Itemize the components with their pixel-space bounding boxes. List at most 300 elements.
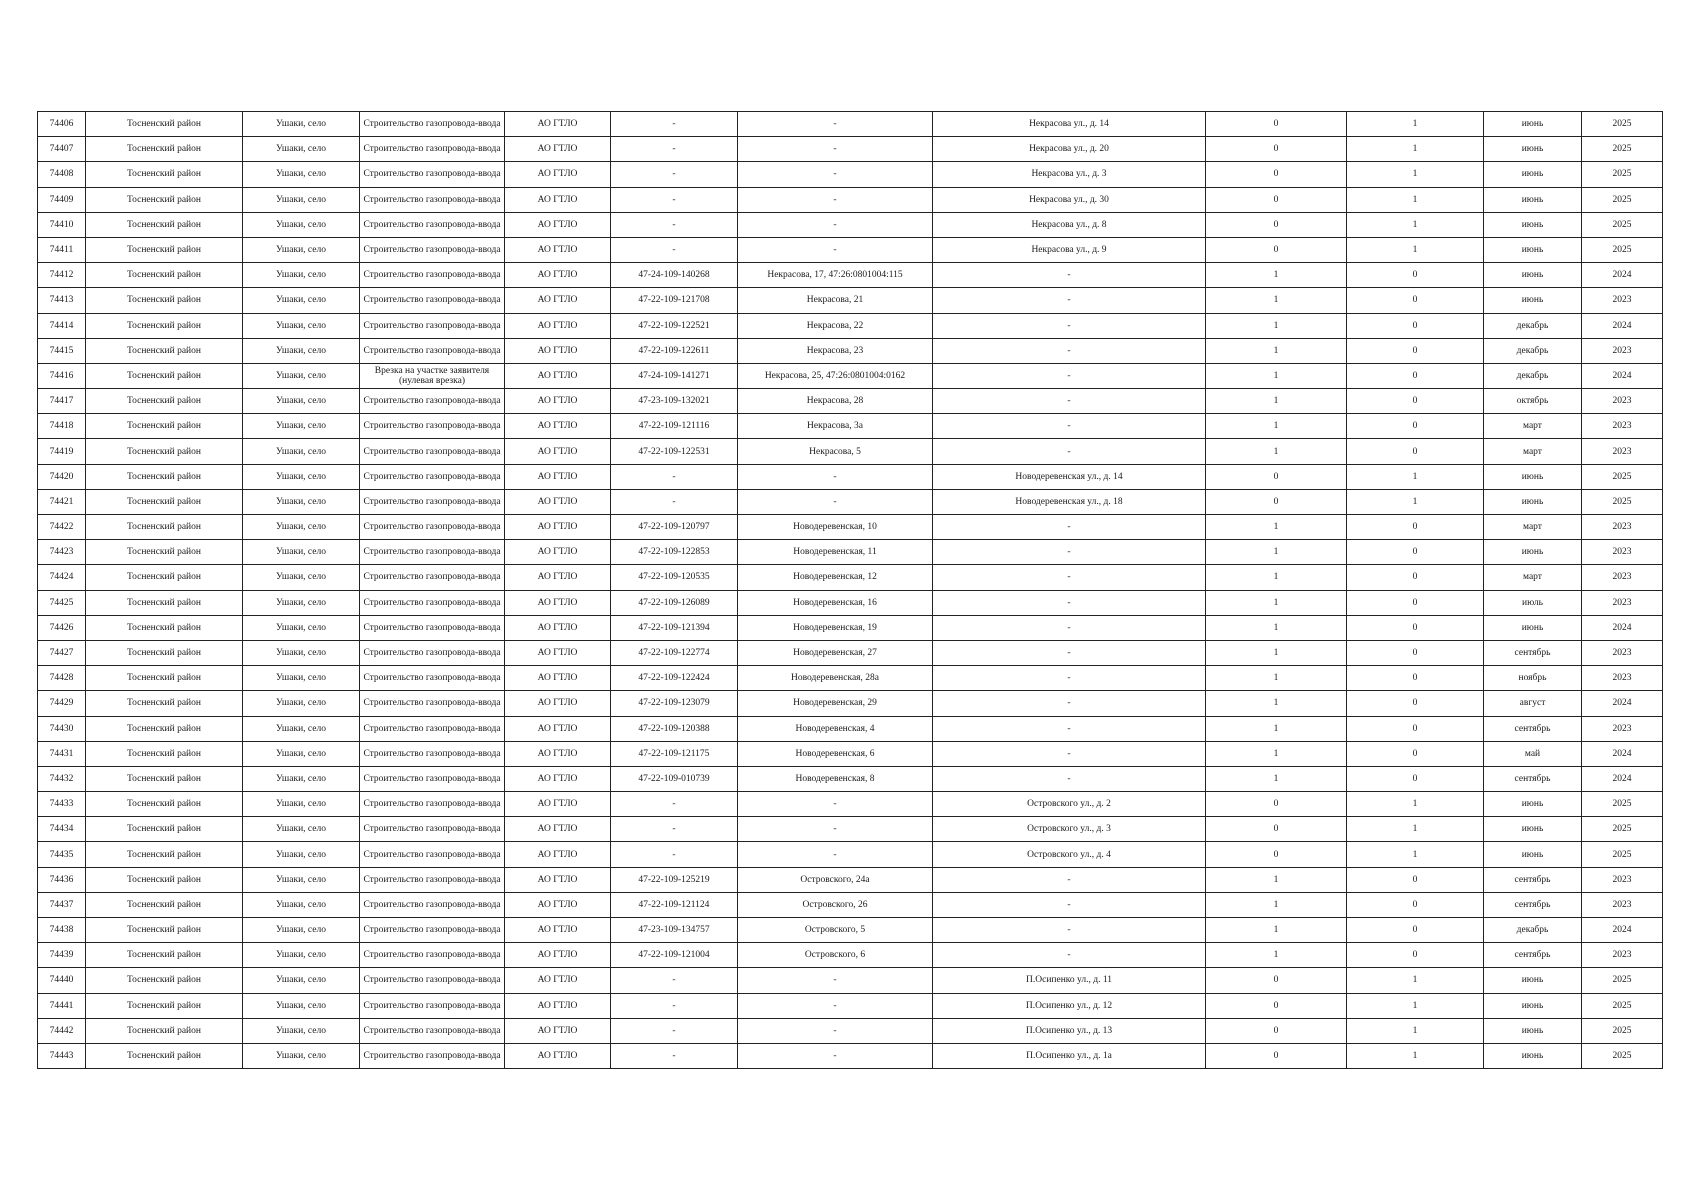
organization-cell: АО ГТЛО <box>505 640 611 665</box>
object-address-cell: - <box>738 212 933 237</box>
planned-address-cell: - <box>933 943 1206 968</box>
object-address-cell: Новодеревенская, 11 <box>738 540 933 565</box>
work-type-cell: Строительство газопровода-ввода <box>360 389 505 414</box>
year-cell: 2023 <box>1582 590 1663 615</box>
year-cell: 2025 <box>1582 842 1663 867</box>
object-address-cell: Островского, 6 <box>738 943 933 968</box>
settlement-cell: Ушаки, село <box>243 691 360 716</box>
work-type-cell: Строительство газопровода-ввода <box>360 993 505 1018</box>
table-row <box>38 716 1663 741</box>
completed-count-cell: 1 <box>1206 918 1347 943</box>
planned-address-cell: Новодеревенская ул., д. 18 <box>933 489 1206 514</box>
settlement-cell: Ушаки, село <box>243 968 360 993</box>
completed-count-cell: 1 <box>1206 615 1347 640</box>
district-cell: Тосненский район <box>86 892 243 917</box>
year-cell: 2025 <box>1582 212 1663 237</box>
planned-address-cell: П.Осипенко ул., д. 1а <box>933 1043 1206 1068</box>
organization-cell: АО ГТЛО <box>505 263 611 288</box>
planned-count-cell: 0 <box>1347 363 1484 388</box>
row-id-cell: 74412 <box>38 263 86 288</box>
object-address-cell: - <box>738 968 933 993</box>
district-cell: Тосненский район <box>86 817 243 842</box>
object-address-cell: Некрасова, 5 <box>738 439 933 464</box>
completed-count-cell: 1 <box>1206 590 1347 615</box>
application-number-cell: 47-22-109-123079 <box>611 691 738 716</box>
district-cell: Тосненский район <box>86 162 243 187</box>
work-type-cell: Строительство газопровода-ввода <box>360 112 505 137</box>
table-row <box>38 288 1663 313</box>
row-id-cell: 74414 <box>38 313 86 338</box>
district-cell: Тосненский район <box>86 389 243 414</box>
district-cell: Тосненский район <box>86 112 243 137</box>
planned-address-cell: - <box>933 766 1206 791</box>
completed-count-cell: 1 <box>1206 313 1347 338</box>
settlement-cell: Ушаки, село <box>243 363 360 388</box>
planned-count-cell: 1 <box>1347 1043 1484 1068</box>
year-cell: 2023 <box>1582 389 1663 414</box>
district-cell: Тосненский район <box>86 741 243 766</box>
planned-count-cell: 0 <box>1347 867 1484 892</box>
object-address-cell: Некрасова, 23 <box>738 338 933 363</box>
work-type-cell: Строительство газопровода-ввода <box>360 1043 505 1068</box>
planned-count-cell: 1 <box>1347 1018 1484 1043</box>
planned-count-cell: 1 <box>1347 968 1484 993</box>
planned-count-cell: 0 <box>1347 615 1484 640</box>
object-address-cell: Новодеревенская, 4 <box>738 716 933 741</box>
year-cell: 2023 <box>1582 666 1663 691</box>
row-id-cell: 74411 <box>38 237 86 262</box>
settlement-cell: Ушаки, село <box>243 918 360 943</box>
district-cell: Тосненский район <box>86 968 243 993</box>
object-address-cell: - <box>738 162 933 187</box>
object-address-cell: Некрасова, 3а <box>738 414 933 439</box>
planned-address-cell: - <box>933 389 1206 414</box>
completed-count-cell: 1 <box>1206 691 1347 716</box>
month-cell: декабрь <box>1484 338 1582 363</box>
work-type-cell: Строительство газопровода-ввода <box>360 1018 505 1043</box>
completed-count-cell: 1 <box>1206 892 1347 917</box>
organization-cell: АО ГТЛО <box>505 1018 611 1043</box>
completed-count-cell: 1 <box>1206 640 1347 665</box>
row-id-cell: 74442 <box>38 1018 86 1043</box>
planned-count-cell: 0 <box>1347 766 1484 791</box>
organization-cell: АО ГТЛО <box>505 1043 611 1068</box>
row-id-cell: 74408 <box>38 162 86 187</box>
year-cell: 2023 <box>1582 540 1663 565</box>
table-row <box>38 615 1663 640</box>
month-cell: сентябрь <box>1484 716 1582 741</box>
planned-address-cell: - <box>933 288 1206 313</box>
planned-address-cell: Некрасова ул., д. 14 <box>933 112 1206 137</box>
row-id-cell: 74420 <box>38 464 86 489</box>
planned-address-cell: - <box>933 615 1206 640</box>
year-cell: 2025 <box>1582 112 1663 137</box>
district-cell: Тосненский район <box>86 414 243 439</box>
month-cell: июнь <box>1484 817 1582 842</box>
month-cell: июнь <box>1484 842 1582 867</box>
district-cell: Тосненский район <box>86 766 243 791</box>
object-address-cell: - <box>738 112 933 137</box>
organization-cell: АО ГТЛО <box>505 540 611 565</box>
completed-count-cell: 0 <box>1206 464 1347 489</box>
year-cell: 2024 <box>1582 741 1663 766</box>
object-address-cell: Новодеревенская, 29 <box>738 691 933 716</box>
object-address-cell: Новодеревенская, 6 <box>738 741 933 766</box>
organization-cell: АО ГТЛО <box>505 968 611 993</box>
planned-count-cell: 1 <box>1347 489 1484 514</box>
planned-count-cell: 1 <box>1347 842 1484 867</box>
row-id-cell: 74417 <box>38 389 86 414</box>
organization-cell: АО ГТЛО <box>505 515 611 540</box>
table-row <box>38 892 1663 917</box>
object-address-cell: - <box>738 187 933 212</box>
organization-cell: АО ГТЛО <box>505 187 611 212</box>
row-id-cell: 74426 <box>38 615 86 640</box>
year-cell: 2025 <box>1582 187 1663 212</box>
planned-address-cell: Островского ул., д. 3 <box>933 817 1206 842</box>
work-type-cell: Строительство газопровода-ввода <box>360 187 505 212</box>
planned-address-cell: - <box>933 338 1206 363</box>
month-cell: декабрь <box>1484 918 1582 943</box>
work-type-cell: Строительство газопровода-ввода <box>360 892 505 917</box>
district-cell: Тосненский район <box>86 540 243 565</box>
object-address-cell: Островского, 5 <box>738 918 933 943</box>
year-cell: 2025 <box>1582 1018 1663 1043</box>
completed-count-cell: 0 <box>1206 993 1347 1018</box>
object-address-cell: Новодеревенская, 27 <box>738 640 933 665</box>
month-cell: декабрь <box>1484 363 1582 388</box>
object-address-cell: Некрасова, 28 <box>738 389 933 414</box>
planned-address-cell: - <box>933 716 1206 741</box>
completed-count-cell: 0 <box>1206 817 1347 842</box>
district-cell: Тосненский район <box>86 338 243 363</box>
application-number-cell: - <box>611 1043 738 1068</box>
district-cell: Тосненский район <box>86 993 243 1018</box>
month-cell: июнь <box>1484 968 1582 993</box>
work-type-cell: Строительство газопровода-ввода <box>360 741 505 766</box>
planned-count-cell: 0 <box>1347 338 1484 363</box>
year-cell: 2024 <box>1582 766 1663 791</box>
month-cell: июнь <box>1484 212 1582 237</box>
settlement-cell: Ушаки, село <box>243 515 360 540</box>
work-type-cell: Строительство газопровода-ввода <box>360 263 505 288</box>
planned-count-cell: 1 <box>1347 993 1484 1018</box>
year-cell: 2024 <box>1582 691 1663 716</box>
completed-count-cell: 1 <box>1206 540 1347 565</box>
object-address-cell: Островского, 24а <box>738 867 933 892</box>
object-address-cell: - <box>738 137 933 162</box>
application-number-cell: 47-22-109-122853 <box>611 540 738 565</box>
settlement-cell: Ушаки, село <box>243 338 360 363</box>
work-type-cell: Строительство газопровода-ввода <box>360 590 505 615</box>
application-number-cell: 47-22-109-122521 <box>611 313 738 338</box>
planned-count-cell: 1 <box>1347 792 1484 817</box>
application-number-cell: - <box>611 792 738 817</box>
organization-cell: АО ГТЛО <box>505 918 611 943</box>
row-id-cell: 74419 <box>38 439 86 464</box>
row-id-cell: 74428 <box>38 666 86 691</box>
planned-address-cell: - <box>933 640 1206 665</box>
settlement-cell: Ушаки, село <box>243 112 360 137</box>
row-id-cell: 74440 <box>38 968 86 993</box>
organization-cell: АО ГТЛО <box>505 389 611 414</box>
settlement-cell: Ушаки, село <box>243 212 360 237</box>
organization-cell: АО ГТЛО <box>505 716 611 741</box>
planned-count-cell: 0 <box>1347 918 1484 943</box>
row-id-cell: 74424 <box>38 565 86 590</box>
completed-count-cell: 1 <box>1206 439 1347 464</box>
month-cell: май <box>1484 741 1582 766</box>
table-row <box>38 439 1663 464</box>
settlement-cell: Ушаки, село <box>243 540 360 565</box>
planned-address-cell: - <box>933 515 1206 540</box>
year-cell: 2024 <box>1582 313 1663 338</box>
row-id-cell: 74438 <box>38 918 86 943</box>
row-id-cell: 74415 <box>38 338 86 363</box>
planned-address-cell: - <box>933 918 1206 943</box>
application-number-cell: - <box>611 1018 738 1043</box>
organization-cell: АО ГТЛО <box>505 414 611 439</box>
planned-count-cell: 1 <box>1347 237 1484 262</box>
year-cell: 2023 <box>1582 867 1663 892</box>
planned-count-cell: 0 <box>1347 414 1484 439</box>
month-cell: июнь <box>1484 137 1582 162</box>
object-address-cell: Островского, 26 <box>738 892 933 917</box>
table-row <box>38 968 1663 993</box>
planned-address-cell: - <box>933 565 1206 590</box>
year-cell: 2025 <box>1582 1043 1663 1068</box>
table-row <box>38 590 1663 615</box>
district-cell: Тосненский район <box>86 187 243 212</box>
planned-count-cell: 0 <box>1347 313 1484 338</box>
row-id-cell: 74432 <box>38 766 86 791</box>
organization-cell: АО ГТЛО <box>505 691 611 716</box>
planned-count-cell: 1 <box>1347 187 1484 212</box>
month-cell: сентябрь <box>1484 640 1582 665</box>
object-address-cell: - <box>738 489 933 514</box>
row-id-cell: 74434 <box>38 817 86 842</box>
work-type-cell: Строительство газопровода-ввода <box>360 414 505 439</box>
settlement-cell: Ушаки, село <box>243 1043 360 1068</box>
month-cell: июнь <box>1484 540 1582 565</box>
settlement-cell: Ушаки, село <box>243 892 360 917</box>
work-type-cell: Строительство газопровода-ввода <box>360 691 505 716</box>
work-type-cell: Строительство газопровода-ввода <box>360 666 505 691</box>
completed-count-cell: 0 <box>1206 162 1347 187</box>
completed-count-cell: 1 <box>1206 288 1347 313</box>
district-cell: Тосненский район <box>86 792 243 817</box>
table-row <box>38 187 1663 212</box>
table-row <box>38 489 1663 514</box>
settlement-cell: Ушаки, село <box>243 389 360 414</box>
table-row <box>38 741 1663 766</box>
completed-count-cell: 0 <box>1206 212 1347 237</box>
settlement-cell: Ушаки, село <box>243 439 360 464</box>
row-id-cell: 74407 <box>38 137 86 162</box>
row-id-cell: 74425 <box>38 590 86 615</box>
district-cell: Тосненский район <box>86 565 243 590</box>
object-address-cell: - <box>738 1043 933 1068</box>
work-type-cell: Строительство газопровода-ввода <box>360 313 505 338</box>
application-number-cell: 47-23-109-132021 <box>611 389 738 414</box>
work-type-cell: Строительство газопровода-ввода <box>360 943 505 968</box>
planned-address-cell: Островского ул., д. 4 <box>933 842 1206 867</box>
settlement-cell: Ушаки, село <box>243 640 360 665</box>
planned-count-cell: 0 <box>1347 389 1484 414</box>
work-type-cell: Строительство газопровода-ввода <box>360 288 505 313</box>
settlement-cell: Ушаки, село <box>243 137 360 162</box>
row-id-cell: 74435 <box>38 842 86 867</box>
object-address-cell: - <box>738 792 933 817</box>
planned-address-cell: - <box>933 263 1206 288</box>
object-address-cell: Некрасова, 22 <box>738 313 933 338</box>
month-cell: март <box>1484 439 1582 464</box>
row-id-cell: 74409 <box>38 187 86 212</box>
year-cell: 2024 <box>1582 918 1663 943</box>
district-cell: Тосненский район <box>86 615 243 640</box>
settlement-cell: Ушаки, село <box>243 867 360 892</box>
row-id-cell: 74431 <box>38 741 86 766</box>
month-cell: ноябрь <box>1484 666 1582 691</box>
row-id-cell: 74430 <box>38 716 86 741</box>
district-cell: Тосненский район <box>86 515 243 540</box>
table-row <box>38 137 1663 162</box>
completed-count-cell: 1 <box>1206 565 1347 590</box>
work-type-cell: Строительство газопровода-ввода <box>360 515 505 540</box>
completed-count-cell: 1 <box>1206 867 1347 892</box>
completed-count-cell: 1 <box>1206 716 1347 741</box>
settlement-cell: Ушаки, село <box>243 288 360 313</box>
district-cell: Тосненский район <box>86 666 243 691</box>
year-cell: 2025 <box>1582 817 1663 842</box>
object-address-cell: Некрасова, 21 <box>738 288 933 313</box>
work-type-cell: Строительство газопровода-ввода <box>360 237 505 262</box>
settlement-cell: Ушаки, село <box>243 766 360 791</box>
application-number-cell: 47-22-109-121175 <box>611 741 738 766</box>
month-cell: июнь <box>1484 1043 1582 1068</box>
application-number-cell: 47-24-109-140268 <box>611 263 738 288</box>
district-cell: Тосненский район <box>86 489 243 514</box>
row-id-cell: 74406 <box>38 112 86 137</box>
district-cell: Тосненский район <box>86 1043 243 1068</box>
month-cell: июнь <box>1484 237 1582 262</box>
district-cell: Тосненский район <box>86 137 243 162</box>
organization-cell: АО ГТЛО <box>505 313 611 338</box>
organization-cell: АО ГТЛО <box>505 867 611 892</box>
object-address-cell: Новодеревенская, 12 <box>738 565 933 590</box>
completed-count-cell: 0 <box>1206 187 1347 212</box>
planned-address-cell: Новодеревенская ул., д. 14 <box>933 464 1206 489</box>
table-row <box>38 363 1663 388</box>
month-cell: сентябрь <box>1484 943 1582 968</box>
application-number-cell: - <box>611 137 738 162</box>
object-address-cell: Некрасова, 17, 47:26:0801004:115 <box>738 263 933 288</box>
row-id-cell: 74421 <box>38 489 86 514</box>
planned-address-cell: - <box>933 741 1206 766</box>
completed-count-cell: 0 <box>1206 842 1347 867</box>
object-address-cell: - <box>738 817 933 842</box>
settlement-cell: Ушаки, село <box>243 615 360 640</box>
work-type-cell: Строительство газопровода-ввода <box>360 615 505 640</box>
planned-address-cell: - <box>933 439 1206 464</box>
organization-cell: АО ГТЛО <box>505 993 611 1018</box>
completed-count-cell: 1 <box>1206 414 1347 439</box>
application-number-cell: 47-22-109-125219 <box>611 867 738 892</box>
planned-count-cell: 0 <box>1347 515 1484 540</box>
planned-count-cell: 0 <box>1347 263 1484 288</box>
table-row <box>38 414 1663 439</box>
work-type-cell: Строительство газопровода-ввода <box>360 842 505 867</box>
organization-cell: АО ГТЛО <box>505 439 611 464</box>
organization-cell: АО ГТЛО <box>505 162 611 187</box>
district-cell: Тосненский район <box>86 313 243 338</box>
completed-count-cell: 0 <box>1206 1018 1347 1043</box>
planned-count-cell: 1 <box>1347 137 1484 162</box>
application-number-cell: - <box>611 993 738 1018</box>
month-cell: декабрь <box>1484 313 1582 338</box>
completed-count-cell: 1 <box>1206 389 1347 414</box>
completed-count-cell: 0 <box>1206 489 1347 514</box>
year-cell: 2024 <box>1582 615 1663 640</box>
month-cell: март <box>1484 565 1582 590</box>
settlement-cell: Ушаки, село <box>243 187 360 212</box>
year-cell: 2023 <box>1582 338 1663 363</box>
month-cell: июнь <box>1484 993 1582 1018</box>
planned-count-cell: 0 <box>1347 892 1484 917</box>
settlement-cell: Ушаки, село <box>243 162 360 187</box>
planned-count-cell: 0 <box>1347 741 1484 766</box>
month-cell: сентябрь <box>1484 867 1582 892</box>
row-id-cell: 74418 <box>38 414 86 439</box>
completed-count-cell: 0 <box>1206 792 1347 817</box>
object-address-cell: Новодеревенская, 19 <box>738 615 933 640</box>
year-cell: 2024 <box>1582 263 1663 288</box>
month-cell: июнь <box>1484 112 1582 137</box>
planned-count-cell: 1 <box>1347 464 1484 489</box>
application-number-cell: 47-22-109-122424 <box>611 666 738 691</box>
month-cell: июнь <box>1484 615 1582 640</box>
table-row <box>38 237 1663 262</box>
table-row <box>38 666 1663 691</box>
row-id-cell: 74441 <box>38 993 86 1018</box>
year-cell: 2024 <box>1582 363 1663 388</box>
planned-address-cell: Некрасова ул., д. 20 <box>933 137 1206 162</box>
application-number-cell: 47-22-109-120535 <box>611 565 738 590</box>
planned-count-cell: 1 <box>1347 817 1484 842</box>
object-address-cell: - <box>738 1018 933 1043</box>
district-cell: Тосненский район <box>86 464 243 489</box>
planned-address-cell: - <box>933 691 1206 716</box>
organization-cell: АО ГТЛО <box>505 943 611 968</box>
organization-cell: АО ГТЛО <box>505 615 611 640</box>
application-number-cell: 47-22-109-120388 <box>611 716 738 741</box>
table-row <box>38 540 1663 565</box>
planned-count-cell: 0 <box>1347 716 1484 741</box>
planned-count-cell: 0 <box>1347 590 1484 615</box>
organization-cell: АО ГТЛО <box>505 766 611 791</box>
application-number-cell: 47-22-109-120797 <box>611 515 738 540</box>
organization-cell: АО ГТЛО <box>505 792 611 817</box>
work-type-cell: Строительство газопровода-ввода <box>360 212 505 237</box>
planned-address-cell: - <box>933 313 1206 338</box>
application-number-cell: 47-22-109-126089 <box>611 590 738 615</box>
row-id-cell: 74410 <box>38 212 86 237</box>
organization-cell: АО ГТЛО <box>505 590 611 615</box>
year-cell: 2025 <box>1582 968 1663 993</box>
table-row <box>38 993 1663 1018</box>
organization-cell: АО ГТЛО <box>505 338 611 363</box>
row-id-cell: 74422 <box>38 515 86 540</box>
